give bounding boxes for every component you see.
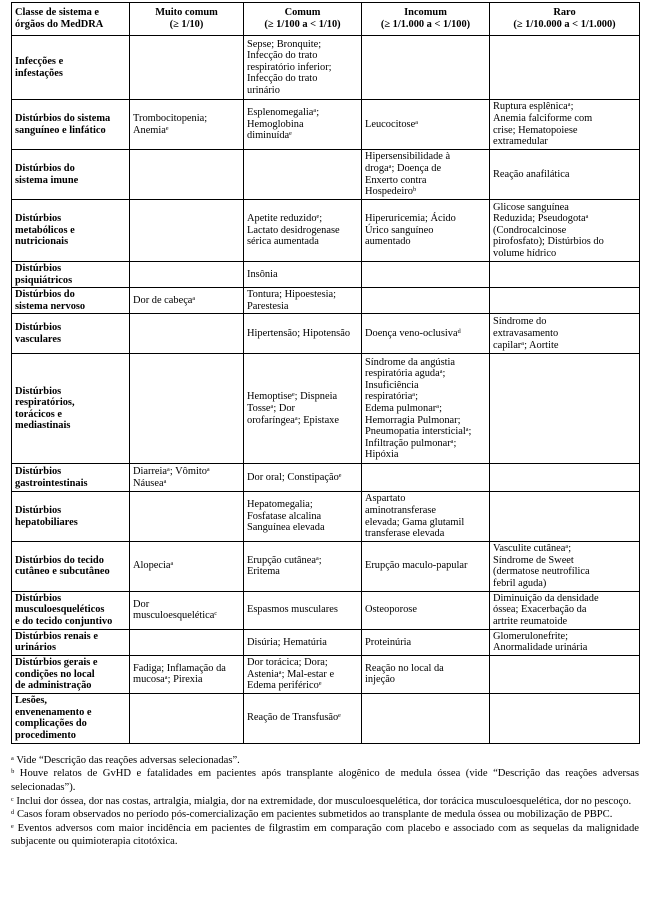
very-common-cell	[130, 36, 244, 100]
table-row	[12, 262, 640, 288]
very-common-cell	[130, 492, 244, 541]
rare-cell	[490, 492, 640, 541]
table-row	[12, 314, 640, 354]
table-row	[12, 541, 640, 591]
uncommon-cell: Erupção maculo-papular	[362, 541, 490, 591]
common-cell: Espasmos musculares	[244, 591, 362, 629]
uncommon-cell: Síndrome da angústia respiratória agudaᵃ; Insuficiência respiratóriaᵃ; Edema pulmonarᵃ; Hemorragia Pulmonar; Pneumopatia intersticialᵃ; Infiltração pulmonarᵃ; Hipóxia	[362, 354, 490, 464]
soc-cell: Distúrbios hepatobiliares	[12, 492, 130, 541]
uncommon-cell	[362, 36, 490, 100]
uncommon-cell: Aspartato aminotransferase elevada; Gama glutamil transferase elevada	[362, 492, 490, 541]
document	[11, 2, 639, 849]
soc-cell: Distúrbios gastrointestinais	[12, 464, 130, 492]
rare-cell: Diminuição da densidade óssea; Exacerbação da artrite reumatoide	[490, 591, 640, 629]
header-soc: Classe de sistema e órgãos do MedDRA	[12, 3, 130, 36]
table-row	[12, 150, 640, 200]
very-common-cell	[130, 314, 244, 354]
uncommon-cell: Reação no local da injeção	[362, 655, 490, 693]
soc-cell: Distúrbios renais e urinários	[12, 629, 130, 655]
very-common-cell	[130, 693, 244, 743]
header-uncommon: Incomum (≥ 1/1.000 a < 1/100)	[362, 3, 490, 36]
rare-cell: Ruptura esplênicaᵃ; Anemia falciforme com crise; Hematopoiese extramedular	[490, 100, 640, 150]
very-common-cell	[130, 150, 244, 200]
rare-cell	[490, 288, 640, 314]
soc-cell: Distúrbios do sistema nervoso	[12, 288, 130, 314]
footnote-b: ᵇ Houve relatos de GvHD e fatalidades em pacientes após transplante alogênico de medula óssea (vide “Descrição das reações adversas selecionadas”).	[11, 768, 639, 793]
rare-cell	[490, 464, 640, 492]
common-cell: Dor oral; Constipaçãoᵉ	[244, 464, 362, 492]
very-common-cell: Diarreiaᵃ; Vômitoᵃ Náuseaᵃ	[130, 464, 244, 492]
common-cell: Insônia	[244, 262, 362, 288]
very-common-cell	[130, 354, 244, 464]
uncommon-cell: Proteinúria	[362, 629, 490, 655]
rare-cell	[490, 655, 640, 693]
common-cell: Hemoptiseᵉ; Dispneia Tosseᵃ; Dor orofaríngeaᵃ; Epistaxe	[244, 354, 362, 464]
uncommon-cell: Hiperuricemia; Ácido Úrico sanguíneo aumentado	[362, 200, 490, 262]
uncommon-cell: Doença veno-oclusivaᵈ	[362, 314, 490, 354]
table-body	[12, 36, 640, 744]
uncommon-cell	[362, 288, 490, 314]
uncommon-cell: Hipersensibilidade à drogaᵃ; Doença de Enxerto contra Hospedeiroᵇ	[362, 150, 490, 200]
rare-cell: Glicose sanguínea Reduzida; Pseudogotaᵃ (Condrocalcinose pirofosfato); Distúrbios do volume hídrico	[490, 200, 640, 262]
footnote-c: ᶜ Inclui dor óssea, dor nas costas, artralgia, mialgia, dor na extremidade, dor musculoesquelética, dor torácica musculoesquelética, dor no pescoço.	[11, 795, 632, 807]
common-cell: Sepse; Bronquite; Infecção do trato respiratório inferior; Infecção do trato urinário	[244, 36, 362, 100]
common-cell: Dor torácica; Dora; Asteniaᵃ; Mal-estar e Edema periféricoᵉ	[244, 655, 362, 693]
uncommon-cell: Leucocitoseᵃ	[362, 100, 490, 150]
very-common-cell	[130, 629, 244, 655]
rare-cell	[490, 693, 640, 743]
footnotes	[11, 754, 639, 849]
table-row	[12, 655, 640, 693]
soc-cell: Distúrbios vasculares	[12, 314, 130, 354]
common-cell: Apetite reduzidoᵉ; Lactato desidrogenase sérica aumentada	[244, 200, 362, 262]
common-cell: Hipertensão; Hipotensão	[244, 314, 362, 354]
common-cell	[244, 150, 362, 200]
header-rare: Raro (≥ 1/10.000 a < 1/1.000)	[490, 3, 640, 36]
very-common-cell: Trombocitopenia; Anemiaᵉ	[130, 100, 244, 150]
rare-cell: Síndrome do extravasamento capilarᵃ; Aortite	[490, 314, 640, 354]
header-common: Comum (≥ 1/100 a < 1/10)	[244, 3, 362, 36]
rare-cell	[490, 36, 640, 100]
soc-cell: Distúrbios respiratórios, torácicos e mediastinais	[12, 354, 130, 464]
rare-cell: Reação anafilática	[490, 150, 640, 200]
common-cell: Reação de Transfusãoᵉ	[244, 693, 362, 743]
footnote-a: ᵃ Vide “Descrição das reações adversas selecionadas”.	[11, 754, 240, 766]
very-common-cell: Fadiga; Inflamação da mucosaᵃ; Pirexia	[130, 655, 244, 693]
soc-cell: Infecções e infestações	[12, 36, 130, 100]
soc-cell: Distúrbios musculoesqueléticos e do tecido conjuntivo	[12, 591, 130, 629]
table-row	[12, 492, 640, 541]
rare-cell: Vasculite cutâneaᵃ; Síndrome de Sweet (dermatose neutrofílica febril aguda)	[490, 541, 640, 591]
soc-cell: Distúrbios do sistema sanguíneo e linfático	[12, 100, 130, 150]
uncommon-cell	[362, 464, 490, 492]
very-common-cell: Alopeciaᵃ	[130, 541, 244, 591]
rare-cell	[490, 262, 640, 288]
common-cell: Disúria; Hematúria	[244, 629, 362, 655]
common-cell: Erupção cutâneaᵃ; Eritema	[244, 541, 362, 591]
rare-cell	[490, 354, 640, 464]
soc-cell: Distúrbios metabólicos e nutricionais	[12, 200, 130, 262]
common-cell: Tontura; Hipoestesia; Parestesia	[244, 288, 362, 314]
adverse-reactions-table	[11, 2, 640, 744]
very-common-cell: Dor de cabeçaᵃ	[130, 288, 244, 314]
table-row	[12, 354, 640, 464]
table-row	[12, 288, 640, 314]
table-header-row	[12, 3, 640, 36]
uncommon-cell	[362, 262, 490, 288]
footnote-e: ᵉ Eventos adversos com maior incidência em pacientes de filgrastim em comparação com placebo e associado com as sequelas da malignidade subjacente ou quimioterapia citotóxica.	[11, 822, 639, 848]
common-cell: Hepatomegalia; Fosfatase alcalina Sanguínea elevada	[244, 492, 362, 541]
very-common-cell	[130, 262, 244, 288]
table-row	[12, 629, 640, 655]
uncommon-cell	[362, 693, 490, 743]
soc-cell: Distúrbios gerais e condições no local de administração	[12, 655, 130, 693]
very-common-cell: Dor musculoesqueléticaᶜ	[130, 591, 244, 629]
soc-cell: Distúrbios do sistema imune	[12, 150, 130, 200]
uncommon-cell: Osteoporose	[362, 591, 490, 629]
rare-cell: Glomerulonefrite; Anormalidade urinária	[490, 629, 640, 655]
footnote-d: ᵈ Casos foram observados no período pós-comercialização em pacientes submetidos ao transplante de medula óssea ou mobilização de PBPC.	[11, 809, 613, 821]
common-cell: Esplenomegaliaᵃ; Hemoglobina diminuídaᵉ	[244, 100, 362, 150]
very-common-cell	[130, 200, 244, 262]
soc-cell: Distúrbios psiquiátricos	[12, 262, 130, 288]
table-row	[12, 36, 640, 100]
table-row	[12, 100, 640, 150]
table-row	[12, 200, 640, 262]
table-row	[12, 693, 640, 743]
table-row	[12, 464, 640, 492]
header-very-common: Muito comum (≥ 1/10)	[130, 3, 244, 36]
table-row	[12, 591, 640, 629]
soc-cell: Distúrbios do tecido cutâneo e subcutâneo	[12, 541, 130, 591]
soc-cell: Lesões, envenenamento e complicações do procedimento	[12, 693, 130, 743]
